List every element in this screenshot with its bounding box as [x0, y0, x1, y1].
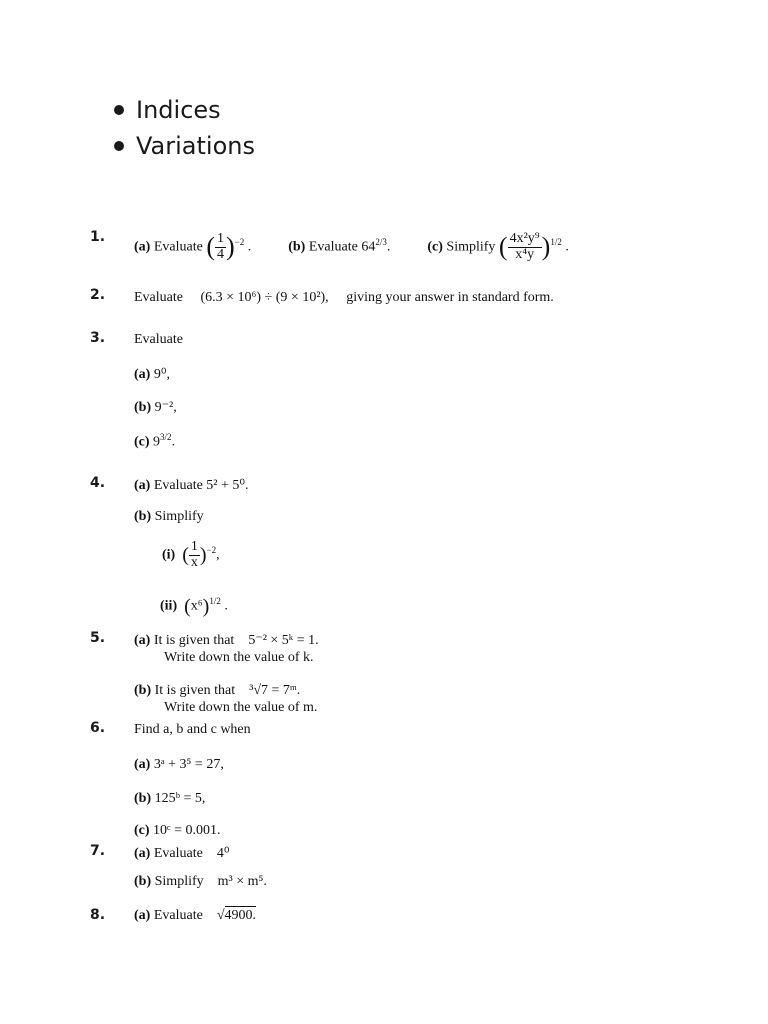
- question-5a: (a) It is given that 5⁻² × 5ᵏ = 1.: [134, 633, 319, 648]
- topic-list: [112, 92, 255, 164]
- question-3a: (a) 9⁰,: [134, 367, 170, 382]
- question-number: 6.: [90, 720, 106, 736]
- bullet-icon: [114, 105, 124, 115]
- question-number: 8.: [90, 907, 106, 923]
- question-number: 1.: [90, 229, 106, 245]
- topic-item: Variations: [112, 128, 255, 164]
- square-root-icon: √: [216, 908, 225, 923]
- question-6b: (b) 125ᵇ = 5,: [134, 791, 206, 806]
- question-5b: (b) It is given that ³√7 = 7ᵐ.: [134, 683, 301, 698]
- question-3c: (c) $9^{3/2}$.: [134, 432, 176, 450]
- question-7a: (a) Evaluate 4⁰: [134, 846, 230, 861]
- question-number: 2.: [90, 287, 106, 303]
- question-5b-line2: Write down the value of m.: [164, 700, 318, 715]
- question-2-line: Evaluate (6.3 × 10⁶) ÷ (9 × 10²), giving your answer in standard form.: [134, 290, 554, 305]
- question-6a: (a) 3ᵃ + 3⁵ = 27,: [134, 757, 224, 772]
- question-3b: (b) 9⁻²,: [134, 400, 177, 415]
- question-4a: (a) Evaluate 5² + 5⁰.: [134, 478, 249, 493]
- question-1-line: (a) Evaluate ( $\frac{1}{4}$ )$^{-2}$ . (b) Evaluate $64^{2/3}$. (c) Simplify ( $\frac{\text{4x²y⁹}}{\text{x⁴y}}$ )$^{1/2}$ .: [134, 231, 569, 262]
- question-number: 5.: [90, 630, 106, 646]
- question-5a-line2: Write down the value of k.: [164, 650, 314, 665]
- question-4b-i: (i) ( $\frac{1}{x}$ )$^{-2}$,: [162, 539, 220, 570]
- question-number: 7.: [90, 843, 106, 859]
- bullet-icon: [114, 141, 124, 151]
- question-6c: (c) 10ᶜ = 0.001.: [134, 823, 221, 838]
- topic-item: Indices: [112, 92, 255, 128]
- question-number: 3.: [90, 330, 106, 346]
- question-8a: (a) Evaluate √4900.: [134, 908, 256, 923]
- question-6-stem: Find a, b and c when: [134, 722, 251, 737]
- question-number: 4.: [90, 475, 106, 491]
- question-3-stem: Evaluate: [134, 332, 183, 347]
- question-7b: (b) Simplify m³ × m⁵.: [134, 874, 267, 889]
- question-4b-ii: (ii) $(x^6)^{1/2}$ .: [160, 595, 228, 618]
- question-4b: (b) Simplify: [134, 509, 204, 524]
